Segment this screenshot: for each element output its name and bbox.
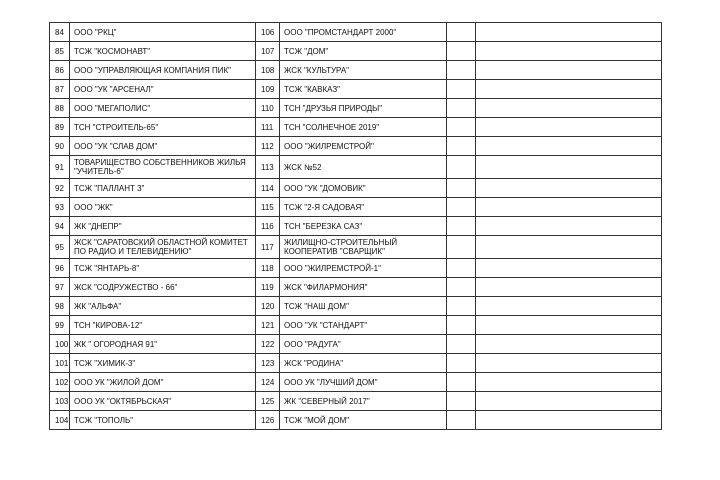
organization-name-left: ООО "ЖК"	[70, 198, 256, 217]
row-number-right: 111	[256, 118, 280, 137]
table-row	[50, 259, 662, 278]
row-number-left: 91	[50, 156, 70, 179]
organization-name-right: ООО "УК "ДОМОВИК"	[280, 179, 447, 198]
organization-name-right: ТСН "СОЛНЕЧНОЕ 2019"	[280, 118, 447, 137]
empty-cell-a	[447, 217, 476, 236]
row-number-left: 88	[50, 99, 70, 118]
empty-cell-b	[476, 392, 662, 411]
empty-cell-a	[447, 156, 476, 179]
empty-cell-a	[447, 392, 476, 411]
row-number-right: 124	[256, 373, 280, 392]
empty-cell-a	[447, 335, 476, 354]
organization-name-right: ЖСК "КУЛЬТУРА"	[280, 61, 447, 80]
table-row	[50, 99, 662, 118]
row-number-left: 89	[50, 118, 70, 137]
row-number-right: 122	[256, 335, 280, 354]
empty-cell-a	[447, 297, 476, 316]
table-row	[50, 392, 662, 411]
empty-cell-a	[447, 354, 476, 373]
empty-cell-b	[476, 236, 662, 259]
row-number-right: 121	[256, 316, 280, 335]
table-row	[50, 354, 662, 373]
organization-name-left: ТСЖ "ЯНТАРЬ-8"	[70, 259, 256, 278]
row-number-left: 85	[50, 42, 70, 61]
empty-cell-b	[476, 373, 662, 392]
row-number-right: 106	[256, 23, 280, 42]
organization-name-left: ТСН "СТРОИТЕЛЬ-65"	[70, 118, 256, 137]
row-number-right: 117	[256, 236, 280, 259]
row-number-left: 94	[50, 217, 70, 236]
empty-cell-b	[476, 259, 662, 278]
table-row	[50, 278, 662, 297]
empty-cell-b	[476, 179, 662, 198]
organization-name-right: ЖИЛИЩНО-СТРОИТЕЛЬНЫЙ КООПЕРАТИВ "СВАРЩИК"	[280, 236, 447, 259]
table-row	[50, 156, 662, 179]
empty-cell-a	[447, 80, 476, 99]
row-number-left: 101	[50, 354, 70, 373]
empty-cell-a	[447, 411, 476, 430]
empty-cell-a	[447, 42, 476, 61]
organization-name-right: ТСЖ "КАВКАЗ"	[280, 80, 447, 99]
table-row	[50, 335, 662, 354]
organization-name-left: ООО "УК "АРСЕНАЛ"	[70, 80, 256, 99]
organization-name-right: ООО УК "ЛУЧШИЙ ДОМ"	[280, 373, 447, 392]
organization-name-left: ООО "УПРАВЛЯЮЩАЯ КОМПАНИЯ ПИК"	[70, 61, 256, 80]
table-row	[50, 23, 662, 42]
empty-cell-a	[447, 259, 476, 278]
row-number-right: 123	[256, 354, 280, 373]
table-row	[50, 118, 662, 137]
row-number-left: 99	[50, 316, 70, 335]
organization-name-right: ЖСК "ФИЛАРМОНИЯ"	[280, 278, 447, 297]
empty-cell-a	[447, 373, 476, 392]
empty-cell-b	[476, 61, 662, 80]
empty-cell-a	[447, 278, 476, 297]
row-number-left: 86	[50, 61, 70, 80]
organization-name-left: ООО "МЕГАПОЛИС"	[70, 99, 256, 118]
empty-cell-a	[447, 198, 476, 217]
organization-name-left: ЖСК "СОДРУЖЕСТВО - 66"	[70, 278, 256, 297]
organization-name-right: ООО "РАДУГА"	[280, 335, 447, 354]
empty-cell-b	[476, 99, 662, 118]
empty-cell-b	[476, 137, 662, 156]
row-number-left: 84	[50, 23, 70, 42]
empty-cell-a	[447, 137, 476, 156]
empty-cell-b	[476, 354, 662, 373]
row-number-right: 115	[256, 198, 280, 217]
row-number-left: 92	[50, 179, 70, 198]
row-number-left: 95	[50, 236, 70, 259]
organization-name-right: ООО "УК "СТАНДАРТ"	[280, 316, 447, 335]
table-row	[50, 80, 662, 99]
organization-name-left: ООО "РКЦ"	[70, 23, 256, 42]
organization-name-left: ООО УК "ОКТЯБРЬСКАЯ"	[70, 392, 256, 411]
table-row	[50, 297, 662, 316]
table-row	[50, 411, 662, 430]
organization-name-right: ТСЖ "МОЙ ДОМ"	[280, 411, 447, 430]
empty-cell-b	[476, 278, 662, 297]
row-number-right: 108	[256, 61, 280, 80]
row-number-right: 114	[256, 179, 280, 198]
empty-cell-b	[476, 316, 662, 335]
row-number-right: 116	[256, 217, 280, 236]
table-row	[50, 316, 662, 335]
organization-name-left: ЖК "ДНЕПР"	[70, 217, 256, 236]
organization-name-left: ТСЖ "ХИМИК-3"	[70, 354, 256, 373]
registry-table	[49, 22, 662, 430]
row-number-right: 126	[256, 411, 280, 430]
row-number-right: 125	[256, 392, 280, 411]
organization-name-left: ООО УК "ЖИЛОЙ ДОМ"	[70, 373, 256, 392]
empty-cell-a	[447, 23, 476, 42]
empty-cell-a	[447, 61, 476, 80]
registry-table-body	[50, 23, 662, 430]
organization-name-right: ЖК "СЕВЕРНЫЙ 2017"	[280, 392, 447, 411]
organization-name-left: ЖСК "САРАТОВСКИЙ ОБЛАСТНОЙ КОМИТЕТ ПО РАДИО И ТЕЛЕВИДЕНИЮ"	[70, 236, 256, 259]
row-number-left: 104	[50, 411, 70, 430]
organization-name-left: ТОВАРИЩЕСТВО СОБСТВЕННИКОВ ЖИЛЬЯ "УЧИТЕЛЬ-6"	[70, 156, 256, 179]
row-number-left: 87	[50, 80, 70, 99]
organization-name-left: ТСЖ "ПАЛЛАНТ 3"	[70, 179, 256, 198]
empty-cell-b	[476, 156, 662, 179]
empty-cell-b	[476, 198, 662, 217]
empty-cell-b	[476, 23, 662, 42]
row-number-right: 118	[256, 259, 280, 278]
organization-name-right: ООО "ПРОМСТАНДАРТ 2000"	[280, 23, 447, 42]
row-number-left: 97	[50, 278, 70, 297]
row-number-left: 103	[50, 392, 70, 411]
empty-cell-b	[476, 297, 662, 316]
row-number-right: 112	[256, 137, 280, 156]
organization-name-right: ЖСК №52	[280, 156, 447, 179]
organization-name-right: ТСН "БЕРЕЗКА САЗ"	[280, 217, 447, 236]
empty-cell-b	[476, 335, 662, 354]
organization-name-right: ТСН "ДРУЗЬЯ ПРИРОДЫ"	[280, 99, 447, 118]
organization-name-left: ТСЖ "КОСМОНАВТ"	[70, 42, 256, 61]
empty-cell-b	[476, 118, 662, 137]
table-row	[50, 198, 662, 217]
row-number-left: 96	[50, 259, 70, 278]
organization-name-left: ООО "УК "СЛАВ ДОМ"	[70, 137, 256, 156]
row-number-left: 100	[50, 335, 70, 354]
organization-name-right: ТСЖ "ДОМ"	[280, 42, 447, 61]
row-number-right: 113	[256, 156, 280, 179]
empty-cell-a	[447, 118, 476, 137]
table-row	[50, 217, 662, 236]
empty-cell-b	[476, 217, 662, 236]
row-number-left: 98	[50, 297, 70, 316]
row-number-right: 107	[256, 42, 280, 61]
organization-name-left: ЖК " ОГОРОДНАЯ 91"	[70, 335, 256, 354]
organization-name-right: ООО "ЖИЛРЕМСТРОЙ-1"	[280, 259, 447, 278]
table-row	[50, 179, 662, 198]
organization-name-right: ЖСК "РОДИНА"	[280, 354, 447, 373]
table-row	[50, 61, 662, 80]
table-row	[50, 373, 662, 392]
organization-name-left: ТСЖ "ТОПОЛЬ"	[70, 411, 256, 430]
organization-name-right: ТСЖ "2-Я САДОВАЯ"	[280, 198, 447, 217]
row-number-right: 120	[256, 297, 280, 316]
row-number-left: 102	[50, 373, 70, 392]
organization-name-left: ЖК "АЛЬФА"	[70, 297, 256, 316]
row-number-left: 90	[50, 137, 70, 156]
empty-cell-a	[447, 179, 476, 198]
row-number-right: 109	[256, 80, 280, 99]
organization-name-left: ТСН "КИРОВА-12"	[70, 316, 256, 335]
table-row	[50, 42, 662, 61]
row-number-right: 110	[256, 99, 280, 118]
row-number-right: 119	[256, 278, 280, 297]
organization-name-right: ТСЖ "НАШ ДОМ"	[280, 297, 447, 316]
empty-cell-b	[476, 42, 662, 61]
empty-cell-b	[476, 411, 662, 430]
empty-cell-a	[447, 236, 476, 259]
empty-cell-b	[476, 80, 662, 99]
row-number-left: 93	[50, 198, 70, 217]
empty-cell-a	[447, 316, 476, 335]
empty-cell-a	[447, 99, 476, 118]
table-row	[50, 137, 662, 156]
table-row	[50, 236, 662, 259]
organization-name-right: ООО "ЖИЛРЕМСТРОЙ"	[280, 137, 447, 156]
